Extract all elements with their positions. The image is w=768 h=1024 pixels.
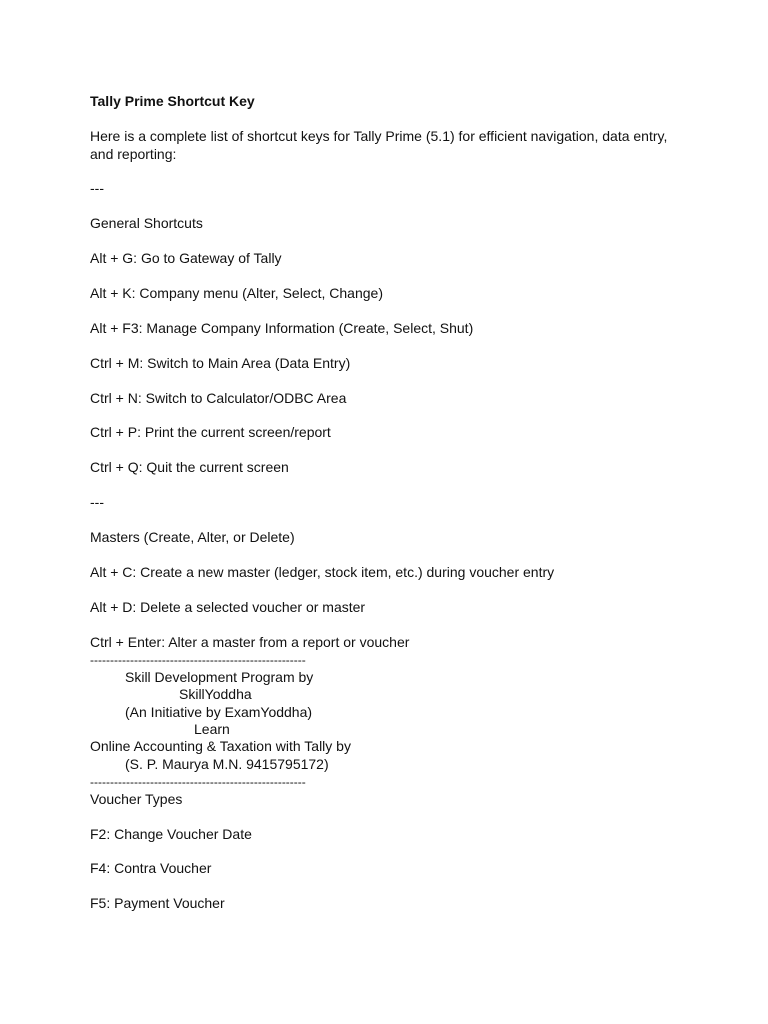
- masters-item: Alt + D: Delete a selected voucher or master: [90, 599, 366, 615]
- separator: ---: [90, 180, 104, 196]
- general-item: Ctrl + M: Switch to Main Area (Data Entry): [90, 355, 351, 371]
- separator: ---: [90, 494, 104, 510]
- general-item: Alt + F3: Manage Company Information (Create, Select, Shut): [90, 320, 474, 336]
- promo-contact: (S. P. Maurya M.N. 9415795172): [125, 756, 329, 772]
- voucher-item: F4: Contra Voucher: [90, 860, 212, 876]
- voucher-item: F5: Payment Voucher: [90, 895, 225, 911]
- promo-divider-bottom: ------------------------------------------------------: [90, 775, 306, 789]
- general-item: Ctrl + P: Print the current screen/report: [90, 424, 331, 440]
- promo-line: (An Initiative by ExamYoddha): [125, 704, 313, 720]
- voucher-item: F2: Change Voucher Date: [90, 826, 252, 842]
- general-item: Alt + K: Company menu (Alter, Select, Change): [90, 285, 383, 301]
- masters-heading: Masters (Create, Alter, or Delete): [90, 529, 295, 545]
- intro-paragraph: Here is a complete list of shortcut keys for Tally Prime (5.1) for efficient navigation, data entry, and reporting:: [90, 128, 668, 162]
- general-heading: General Shortcuts: [90, 215, 203, 231]
- document-title: Tally Prime Shortcut Key: [90, 93, 255, 109]
- general-item: Ctrl + Q: Quit the current screen: [90, 459, 289, 475]
- promo-line: Skill Development Program by: [125, 669, 314, 685]
- promo-line: Online Accounting & Taxation with Tally by: [90, 738, 351, 754]
- promo-brand: SkillYoddha: [179, 686, 252, 702]
- promo-divider-top: ------------------------------------------------------: [90, 653, 306, 667]
- masters-item: Alt + C: Create a new master (ledger, stock item, etc.) during voucher entry: [90, 564, 555, 580]
- masters-item: Ctrl + Enter: Alter a master from a report or voucher: [90, 634, 410, 650]
- promo-line: Learn: [194, 721, 230, 737]
- vouchers-heading: Voucher Types: [90, 791, 183, 807]
- general-item: Alt + G: Go to Gateway of Tally: [90, 250, 282, 266]
- general-item: Ctrl + N: Switch to Calculator/ODBC Area: [90, 390, 347, 406]
